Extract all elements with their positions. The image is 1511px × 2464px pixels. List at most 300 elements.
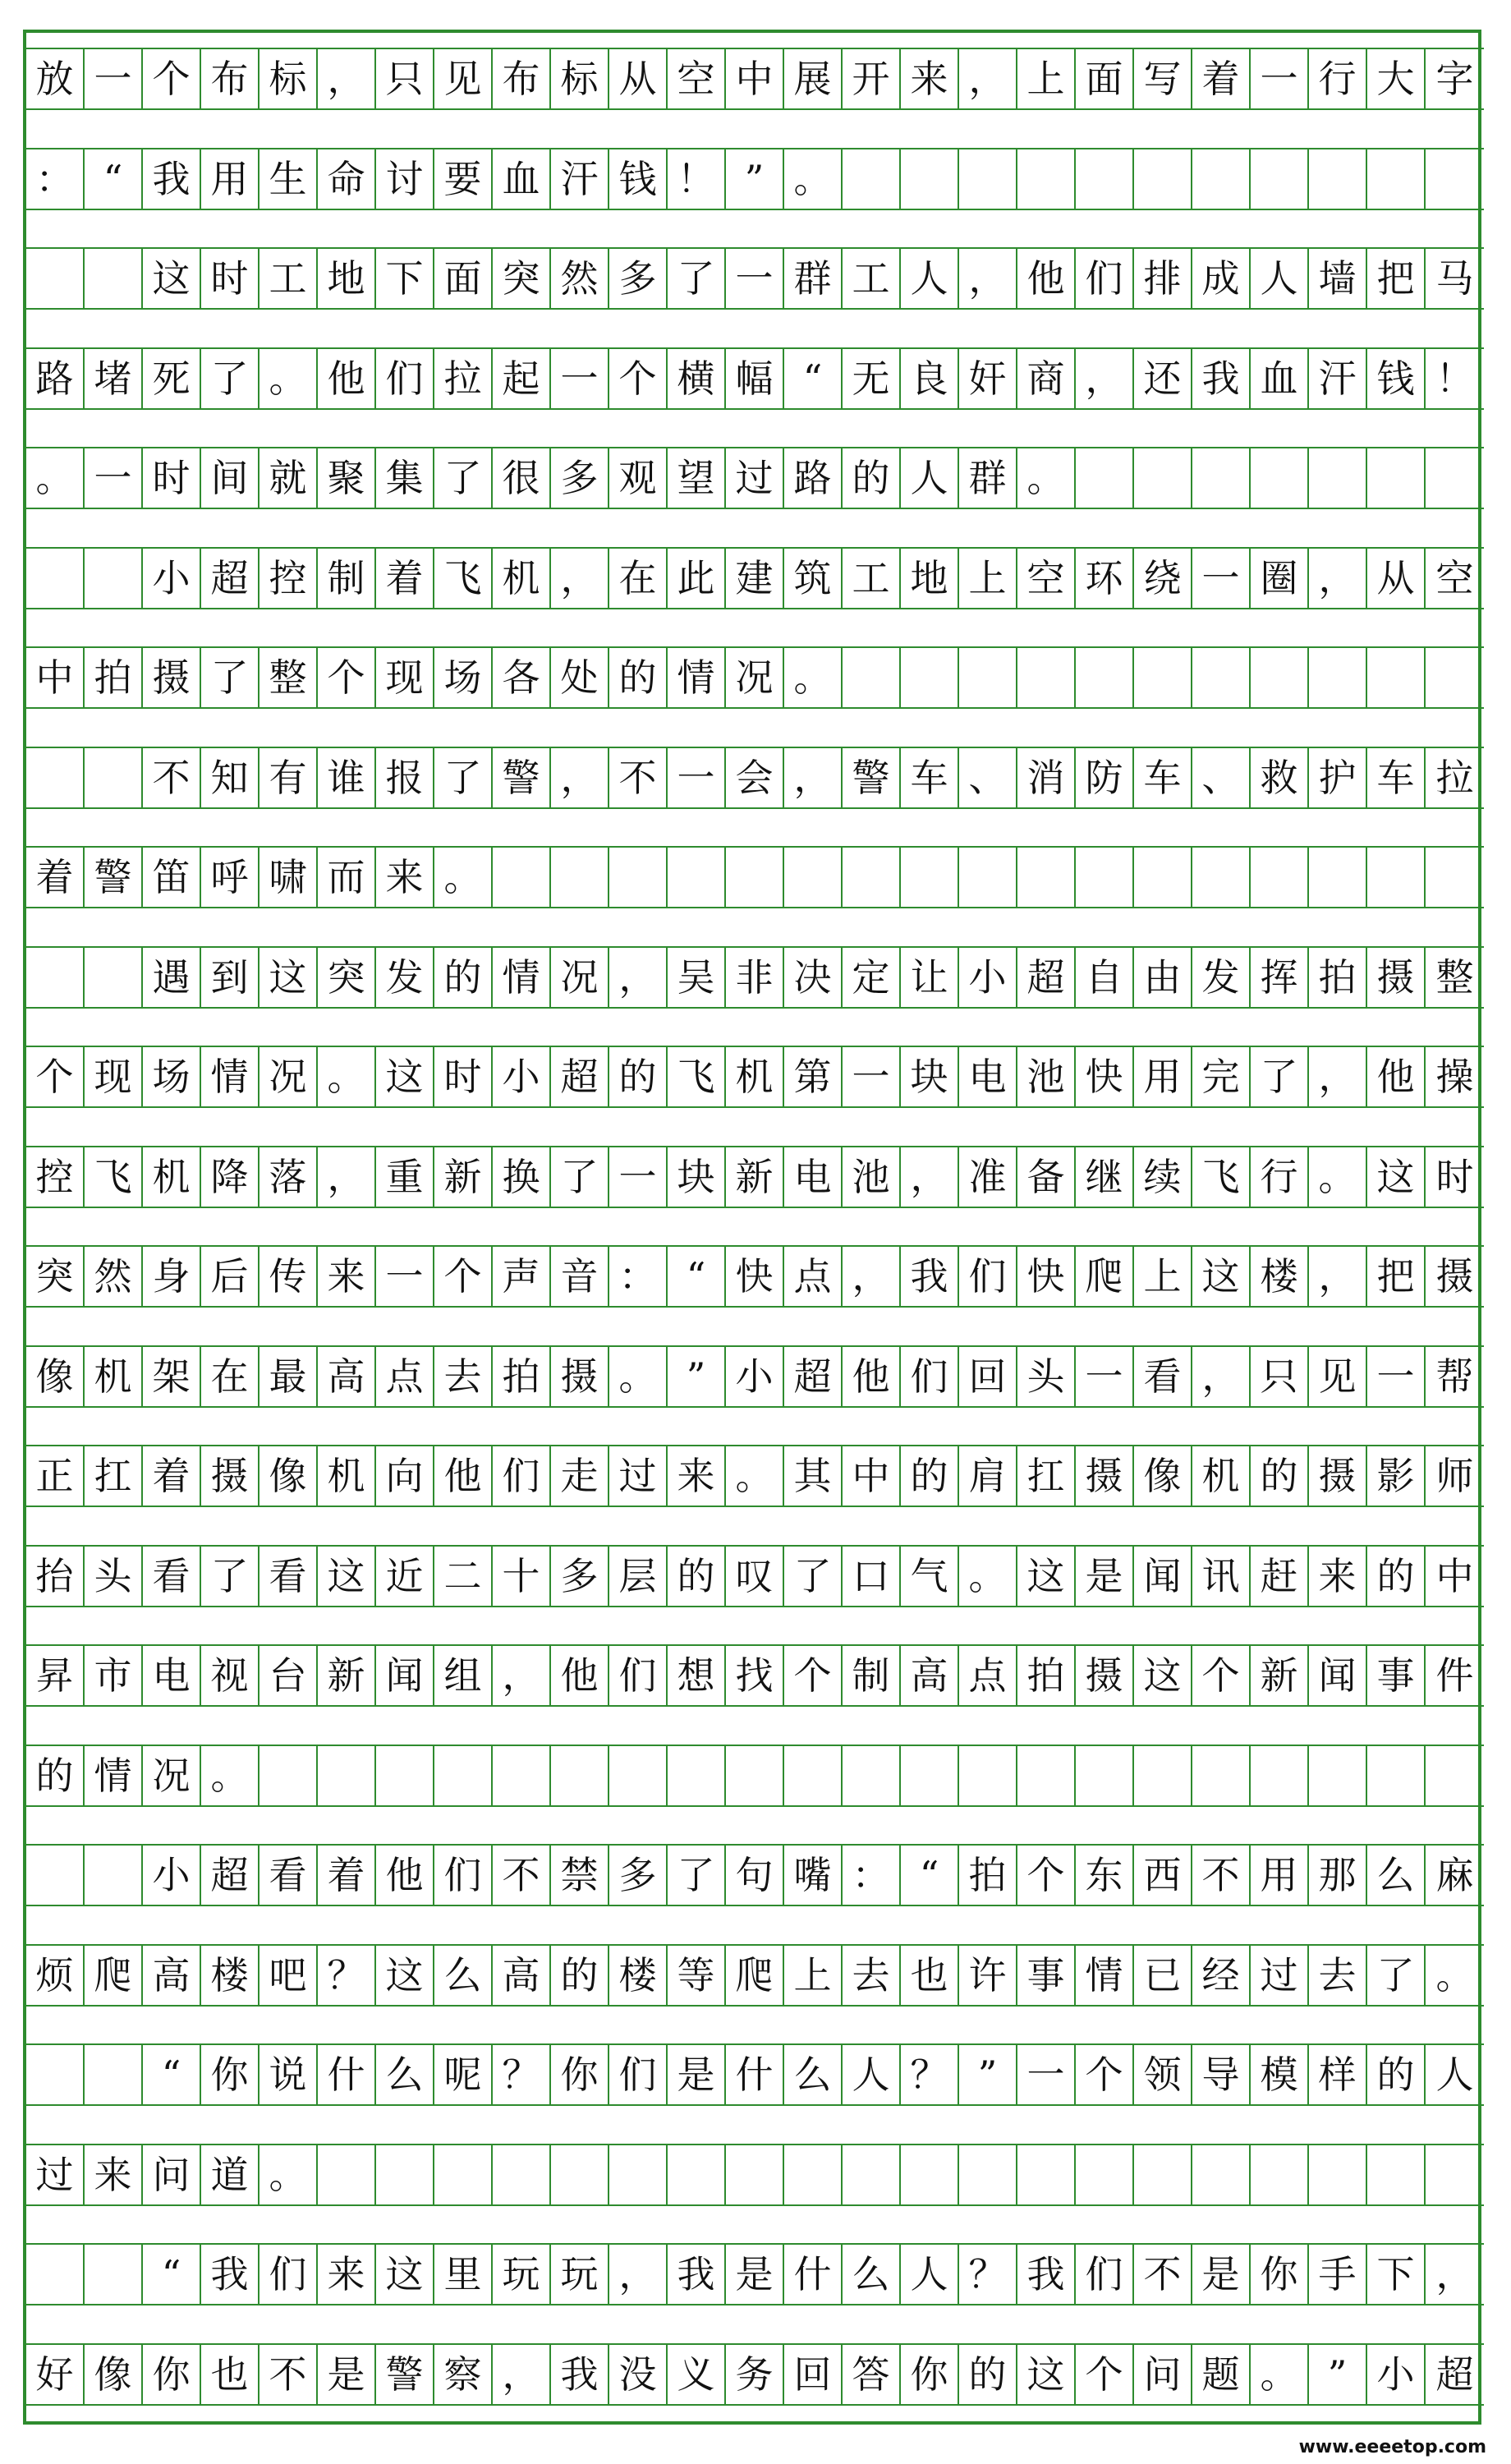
manuscript-cell: 工 [259,247,318,310]
manuscript-cell: 他 [1017,247,1076,310]
manuscript-cell: ， [901,1146,959,1208]
manuscript-cell: 机 [493,547,551,609]
manuscript-cell: 声 [493,1245,551,1308]
manuscript-cell [668,2144,726,2206]
manuscript-cell: 时 [1426,1146,1484,1208]
manuscript-cell [1192,447,1251,509]
manuscript-cell: 警 [85,846,143,908]
manuscript-cell: 然 [85,1245,143,1308]
manuscript-cell: 多 [609,1844,668,1906]
manuscript-cell: 超 [1426,2343,1484,2406]
manuscript-cell: ： [26,148,85,210]
manuscript-cell [1251,846,1309,908]
manuscript-cell: 是 [318,2343,376,2406]
manuscript-cell: 摄 [551,1345,609,1408]
manuscript-cell: 自 [1076,946,1134,1009]
manuscript-cell: 遇 [143,946,201,1009]
manuscript-cell: “ [784,347,843,410]
manuscript-cell: 等 [668,1944,726,2007]
manuscript-cell [1076,2144,1134,2206]
manuscript-cell: 新 [726,1146,784,1208]
manuscript-cell: ” [1309,2343,1367,2406]
manuscript-cell: 汗 [1309,347,1367,410]
manuscript-cell: 。 [259,347,318,410]
manuscript-cell: 排 [1134,247,1192,310]
manuscript-cell: 导 [1192,2043,1251,2106]
manuscript-cell: ， [1309,547,1367,609]
manuscript-cell: “ [901,1844,959,1906]
manuscript-cell: 标 [259,48,318,110]
manuscript-cell: 字 [1426,48,1484,110]
manuscript-cell: 说 [259,2043,318,2106]
manuscript-cell [26,547,85,609]
manuscript-cell: 去 [1309,1944,1367,2007]
manuscript-cell: 决 [784,946,843,1009]
manuscript-cell: 这 [376,1046,434,1108]
manuscript-row [26,2243,1484,2305]
manuscript-cell: 没 [609,2343,668,2406]
manuscript-cell: ？ [318,1944,376,2007]
manuscript-cell: 二 [434,1545,493,1607]
manuscript-cell: 情 [201,1046,259,1108]
manuscript-cell: 、 [1192,747,1251,809]
manuscript-cell [959,1745,1017,1807]
manuscript-cell: 模 [1251,2043,1309,2106]
manuscript-cell: 的 [609,1046,668,1108]
manuscript-cell: 换 [493,1146,551,1208]
manuscript-cell: 呼 [201,846,259,908]
manuscript-cell: 放 [26,48,85,110]
manuscript-cell: 一 [376,1245,434,1308]
manuscript-cell [1134,646,1192,709]
manuscript-cell: 们 [1076,2243,1134,2305]
manuscript-cell [318,1745,376,1807]
manuscript-cell [784,2144,843,2206]
manuscript-cell: 们 [376,347,434,410]
manuscript-cell: 了 [434,747,493,809]
manuscript-cell [26,1844,85,1906]
manuscript-cell: 一 [1367,1345,1426,1408]
manuscript-cell: 点 [784,1245,843,1308]
manuscript-cell: 他 [551,1644,609,1707]
manuscript-cell [1309,646,1367,709]
manuscript-cell: 高 [493,1944,551,2007]
manuscript-cell: 面 [434,247,493,310]
manuscript-cell: 成 [1192,247,1251,310]
manuscript-cell [1309,447,1367,509]
manuscript-cell: 多 [609,247,668,310]
manuscript-cell: 视 [201,1644,259,1707]
manuscript-cell: 。 [1017,447,1076,509]
manuscript-cell: 楼 [1251,1245,1309,1308]
manuscript-cell: 禁 [551,1844,609,1906]
manuscript-cell: 中 [26,646,85,709]
manuscript-cell: 楼 [201,1944,259,2007]
manuscript-cell: 一 [726,247,784,310]
manuscript-cell [1251,447,1309,509]
manuscript-cell: 身 [143,1245,201,1308]
manuscript-cell: 工 [843,547,901,609]
manuscript-cell [843,646,901,709]
manuscript-cell [1251,2144,1309,2206]
manuscript-cell: 有 [259,747,318,809]
manuscript-cell: 护 [1309,747,1367,809]
manuscript-cell: 摄 [1426,1245,1484,1308]
manuscript-cell: 来 [1309,1545,1367,1607]
manuscript-cell [493,2144,551,2206]
manuscript-cell: 快 [726,1245,784,1308]
manuscript-cell: 中 [726,48,784,110]
manuscript-cell: 爬 [1076,1245,1134,1308]
manuscript-cell: 用 [1251,1844,1309,1906]
manuscript-cell: 正 [26,1445,85,1507]
manuscript-cell: 防 [1076,747,1134,809]
manuscript-cell [1426,148,1484,210]
manuscript-cell: 飞 [1192,1146,1251,1208]
manuscript-cell [609,1745,668,1807]
manuscript-cell: 场 [143,1046,201,1108]
manuscript-cell [376,1745,434,1807]
manuscript-cell: 一 [551,347,609,410]
manuscript-cell: 来 [85,2144,143,2206]
manuscript-cell: 会 [726,747,784,809]
manuscript-cell: 此 [668,547,726,609]
manuscript-cell: 像 [1134,1445,1192,1507]
manuscript-cell: 近 [376,1545,434,1607]
manuscript-cell: 控 [259,547,318,609]
manuscript-cell [493,846,551,908]
manuscript-cell: 还 [1134,347,1192,410]
manuscript-cell: 知 [201,747,259,809]
manuscript-cell: 点 [959,1644,1017,1707]
manuscript-row [26,247,1484,310]
manuscript-cell: 场 [434,646,493,709]
manuscript-cell: 电 [959,1046,1017,1108]
manuscript-cell: 传 [259,1245,318,1308]
manuscript-cell: 池 [843,1146,901,1208]
manuscript-cell: 处 [551,646,609,709]
manuscript-cell: 看 [259,1545,318,1607]
manuscript-cell: ” [726,148,784,210]
manuscript-cell: 这 [376,1944,434,2007]
manuscript-row [26,148,1484,210]
manuscript-cell: 讨 [376,148,434,210]
manuscript-cell: 务 [726,2343,784,2406]
manuscript-cell: 汗 [551,148,609,210]
manuscript-cell: 这 [376,2243,434,2305]
manuscript-cell: 答 [843,2343,901,2406]
manuscript-cell: 这 [1192,1245,1251,1308]
manuscript-cell [901,148,959,210]
manuscript-cell [85,1844,143,1906]
manuscript-cell: 经 [1192,1944,1251,2007]
manuscript-cell: 了 [201,1545,259,1607]
manuscript-row [26,547,1484,609]
manuscript-cell [726,1745,784,1807]
manuscript-cell: 么 [434,1944,493,2007]
manuscript-cell [376,2144,434,2206]
manuscript-cell: 手 [1309,2243,1367,2305]
manuscript-cell: 救 [1251,747,1309,809]
manuscript-cell: 超 [551,1046,609,1108]
manuscript-cell [609,2144,668,2206]
manuscript-cell: 也 [201,2343,259,2406]
manuscript-cell: 后 [201,1245,259,1308]
manuscript-cell [85,2043,143,2106]
manuscript-cell: 。 [1309,1146,1367,1208]
manuscript-cell: 突 [318,946,376,1009]
manuscript-cell: 了 [551,1146,609,1208]
manuscript-cell: 整 [259,646,318,709]
manuscript-cell: 像 [26,1345,85,1408]
manuscript-cell [1017,846,1076,908]
manuscript-cell: 一 [609,1146,668,1208]
manuscript-cell: 肩 [959,1445,1017,1507]
manuscript-cell: 商 [1017,347,1076,410]
manuscript-cell: 头 [85,1545,143,1607]
manuscript-cell: 上 [1017,48,1076,110]
manuscript-cell: 组 [434,1644,493,1707]
manuscript-cell: 音 [551,1245,609,1308]
manuscript-cell: 个 [609,347,668,410]
manuscript-cell: 上 [959,547,1017,609]
manuscript-cell: 像 [85,2343,143,2406]
manuscript-cell: 奸 [959,347,1017,410]
manuscript-cell: 重 [376,1146,434,1208]
manuscript-cell: 啸 [259,846,318,908]
manuscript-cell [843,1745,901,1807]
manuscript-cell: 回 [784,2343,843,2406]
manuscript-row [26,347,1484,410]
manuscript-cell [784,1745,843,1807]
manuscript-cell: 样 [1309,2043,1367,2106]
manuscript-cell: 影 [1367,1445,1426,1507]
manuscript-cell [493,1745,551,1807]
manuscript-cell: 的 [843,447,901,509]
manuscript-cell: 不 [609,747,668,809]
manuscript-cell: 路 [26,347,85,410]
manuscript-cell [726,2144,784,2206]
manuscript-cell: 写 [1134,48,1192,110]
manuscript-cell: 继 [1076,1146,1134,1208]
manuscript-cell: “ [143,2043,201,2106]
manuscript-cell: 制 [843,1644,901,1707]
manuscript-row [26,1545,1484,1607]
manuscript-cell: 把 [1367,247,1426,310]
manuscript-cell: 发 [376,946,434,1009]
manuscript-cell: 气 [901,1545,959,1607]
manuscript-cell [26,2043,85,2106]
manuscript-cell: 况 [551,946,609,1009]
manuscript-cell: 你 [201,2043,259,2106]
manuscript-cell [1076,447,1134,509]
manuscript-cell: 的 [26,1745,85,1807]
manuscript-cell [85,2243,143,2305]
manuscript-cell: 一 [85,48,143,110]
manuscript-cell: 。 [1251,2343,1309,2406]
manuscript-cell: 机 [726,1046,784,1108]
manuscript-cell [1017,1745,1076,1807]
manuscript-cell [726,846,784,908]
manuscript-cell: 来 [318,1245,376,1308]
manuscript-cell: ” [668,1345,726,1408]
manuscript-cell: 小 [1367,2343,1426,2406]
manuscript-cell: 向 [376,1445,434,1507]
manuscript-cell: ！ [668,148,726,210]
manuscript-cell: 们 [493,1445,551,1507]
manuscript-cell: 多 [551,447,609,509]
manuscript-cell [1076,1745,1134,1807]
manuscript-cell [1426,1745,1484,1807]
manuscript-cell [609,846,668,908]
manuscript-cell: 的 [1251,1445,1309,1507]
manuscript-cell: 们 [434,1844,493,1906]
manuscript-cell: 而 [318,846,376,908]
manuscript-cell: 来 [668,1445,726,1507]
manuscript-row [26,1844,1484,1906]
manuscript-cell: 小 [959,946,1017,1009]
manuscript-cell: 用 [201,148,259,210]
manuscript-cell: 车 [901,747,959,809]
manuscript-cell: 不 [259,2343,318,2406]
manuscript-cell: 的 [1367,2043,1426,2106]
manuscript-cell: 回 [959,1345,1017,1408]
manuscript-cell: 了 [201,646,259,709]
manuscript-cell: 新 [318,1644,376,1707]
manuscript-cell: 那 [1309,1844,1367,1906]
manuscript-cell: 了 [1251,1046,1309,1108]
manuscript-cell: 我 [551,2343,609,2406]
manuscript-cell: 市 [85,1644,143,1707]
manuscript-cell: 让 [901,946,959,1009]
manuscript-cell: 快 [1076,1046,1134,1108]
manuscript-cell: 过 [1251,1944,1309,2007]
manuscript-cell: 突 [493,247,551,310]
manuscript-cell: 第 [784,1046,843,1108]
manuscript-cell: 集 [376,447,434,509]
manuscript-cell: 况 [259,1046,318,1108]
manuscript-cell: 控 [26,1146,85,1208]
manuscript-cell [1309,2144,1367,2206]
manuscript-cell [551,2144,609,2206]
manuscript-cell: 。 [259,2144,318,2206]
manuscript-cell: 这 [1017,2343,1076,2406]
manuscript-cell: 小 [143,1844,201,1906]
manuscript-cell: 也 [901,1944,959,2007]
manuscript-cell: 就 [259,447,318,509]
manuscript-cell: 落 [259,1146,318,1208]
manuscript-cell: 超 [784,1345,843,1408]
manuscript-cell: 叹 [726,1545,784,1607]
manuscript-cell: 的 [668,1545,726,1607]
manuscript-cell: 时 [201,247,259,310]
manuscript-cell: 从 [609,48,668,110]
manuscript-cell: 找 [726,1644,784,1707]
manuscript-cell [1367,846,1426,908]
manuscript-cell: 完 [1192,1046,1251,1108]
manuscript-cell: ， [493,2343,551,2406]
manuscript-cell [1192,148,1251,210]
manuscript-cell [1134,148,1192,210]
manuscript-cell: 呢 [434,2043,493,2106]
manuscript-cell [1192,646,1251,709]
manuscript-cell: 。 [959,1545,1017,1607]
manuscript-cell: 拍 [493,1345,551,1408]
manuscript-cell: 开 [843,48,901,110]
manuscript-cell: 突 [26,1245,85,1308]
manuscript-cell: 看 [259,1844,318,1906]
manuscript-cell: 到 [201,946,259,1009]
manuscript-cell: 吧 [259,1944,318,2007]
manuscript-cell: 横 [668,347,726,410]
manuscript-cell: 什 [726,2043,784,2106]
manuscript-cell: 警 [376,2343,434,2406]
manuscript-cell: 个 [1192,1644,1251,1707]
manuscript-cell: 摄 [1076,1445,1134,1507]
manuscript-cell: 像 [259,1445,318,1507]
manuscript-cell [1134,1745,1192,1807]
manuscript-cell: 里 [434,2243,493,2305]
manuscript-cell: 摄 [1367,946,1426,1009]
manuscript-cell: ： [609,1245,668,1308]
manuscript-row [26,646,1484,709]
manuscript-row [26,48,1484,110]
manuscript-cell: 玩 [551,2243,609,2305]
manuscript-cell: 。 [726,1445,784,1507]
manuscript-cell: 。 [784,646,843,709]
manuscript-cell: 各 [493,646,551,709]
manuscript-cell: 昇 [26,1644,85,1707]
manuscript-cell: 们 [259,2243,318,2305]
manuscript-cell: 事 [1367,1644,1426,1707]
manuscript-cell: 无 [843,347,901,410]
manuscript-cell: 着 [318,1844,376,1906]
manuscript-cell: 东 [1076,1844,1134,1906]
manuscript-cell [843,846,901,908]
manuscript-cell [1309,148,1367,210]
manuscript-cell: 飞 [85,1146,143,1208]
manuscript-cell: 拍 [959,1844,1017,1906]
manuscript-cell: 来 [376,846,434,908]
manuscript-cell: 路 [784,447,843,509]
manuscript-cell: 你 [901,2343,959,2406]
manuscript-cell: 在 [609,547,668,609]
manuscript-cell [1076,846,1134,908]
manuscript-cell: 一 [85,447,143,509]
manuscript-cell: 了 [1367,1944,1426,2007]
manuscript-cell: 高 [318,1345,376,1408]
manuscript-cell: 工 [843,247,901,310]
manuscript-cell: 墙 [1309,247,1367,310]
manuscript-cell: 。 [318,1046,376,1108]
manuscript-cell: ？ [959,2243,1017,2305]
manuscript-row [26,2343,1484,2406]
manuscript-cell: 面 [1076,48,1134,110]
manuscript-cell [1309,846,1367,908]
manuscript-cell: 题 [1192,2343,1251,2406]
manuscript-cell: 发 [1192,946,1251,1009]
manuscript-cell: 是 [1192,2243,1251,2305]
manuscript-cell: 了 [201,347,259,410]
manuscript-cell: 拍 [85,646,143,709]
manuscript-cell: 一 [1192,547,1251,609]
manuscript-cell: ， [318,48,376,110]
manuscript-cell: 扛 [85,1445,143,1507]
manuscript-cell [85,547,143,609]
manuscript-cell: 头 [1017,1345,1076,1408]
manuscript-cell: “ [85,148,143,210]
manuscript-cell: 的 [959,2343,1017,2406]
